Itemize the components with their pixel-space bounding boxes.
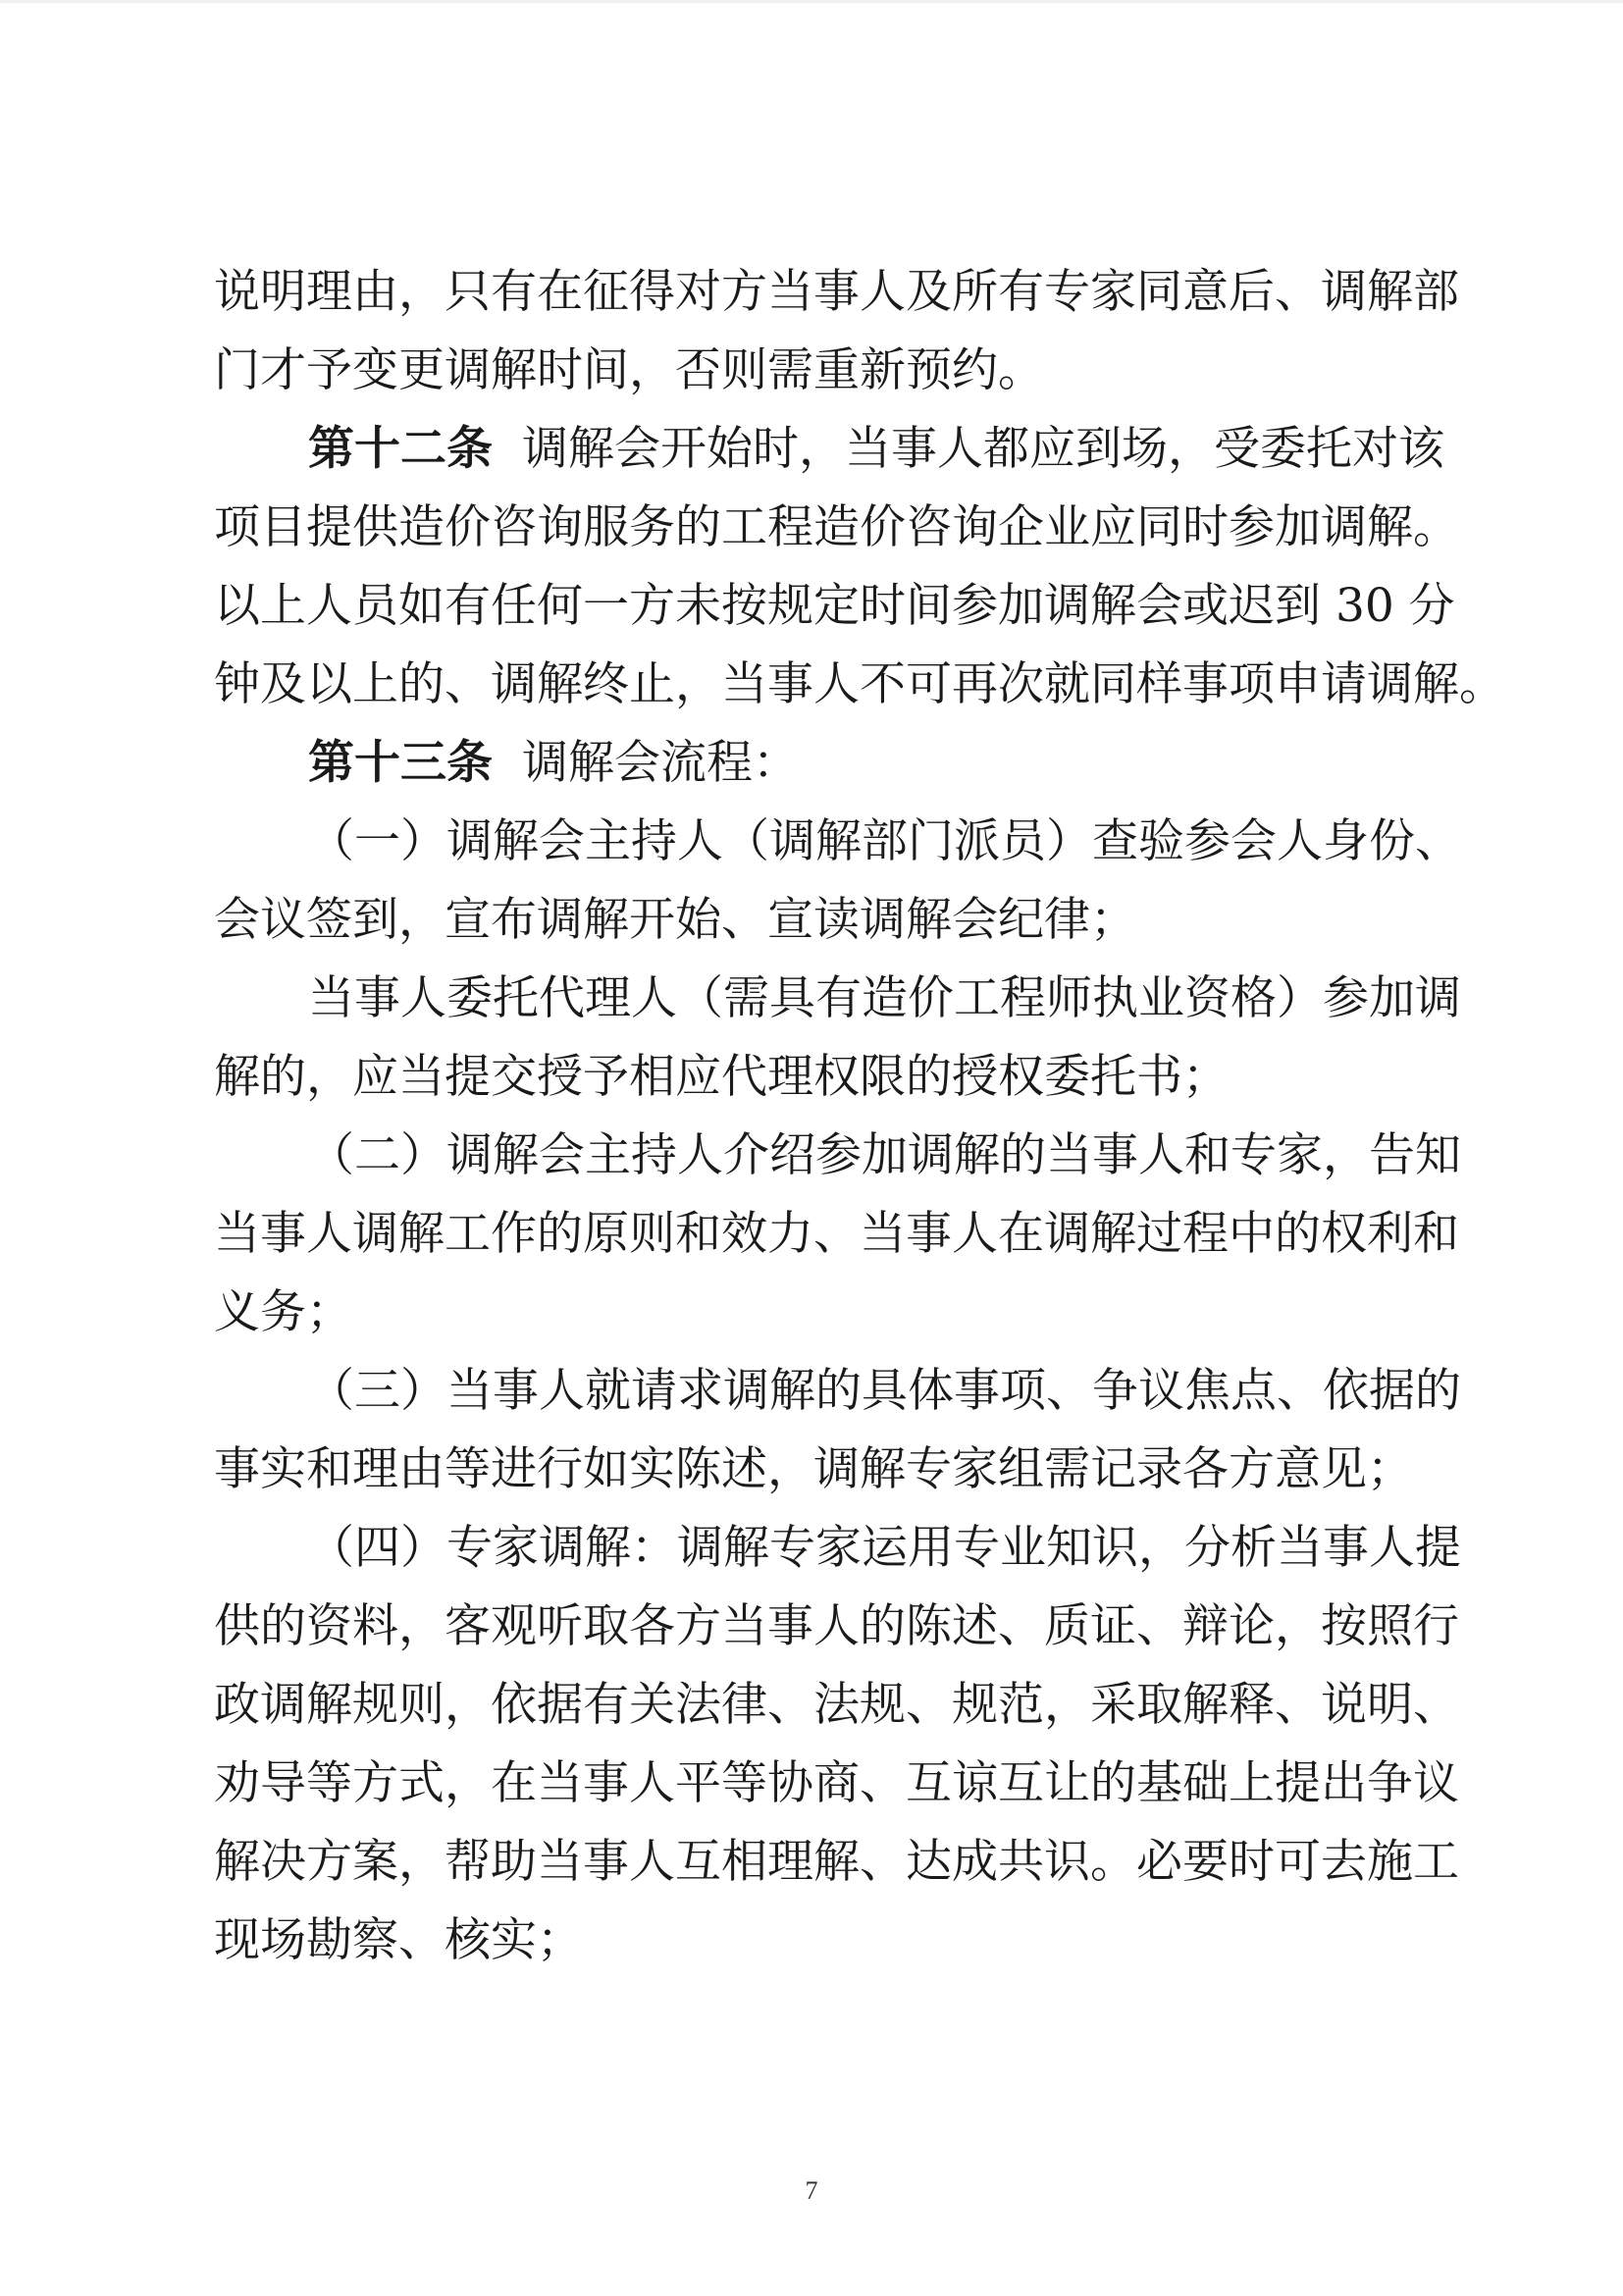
text-line: 会议签到，宣布调解开始、宣读调解会纪律； [214,893,1136,947]
article-number: 第十二条 [308,422,493,476]
article-13-first-line [308,724,799,803]
text-line: 说明理由，只有在征得对方当事人及所有专家同意后、调解部 [214,265,1459,319]
text-line: （一）调解会主持人（调解部门派员）查验参会人身份、 [308,814,1461,868]
text-line: 钟及以上的、调解终止，当事人不可再次就同样事项申请调解。 [214,657,1505,711]
page-number: 7 [805,2176,818,2205]
text-line: 解决方案，帮助当事人互相理解、达成共识。必要时可去施工 [214,1835,1459,1889]
text-line: 项目提供造价咨询服务的工程造价咨询企业应同时参加调解。 [214,500,1459,554]
scan-edge [0,0,1623,3]
article-12-first-line [308,410,1444,489]
text-line: 以上人员如有任何一方未按规定时间参加调解会或迟到 30 分 [214,579,1455,633]
text-line: 政调解规则，依据有关法律、法规、规范，采取解释、说明、 [214,1678,1459,1732]
text-line: 供的资料，客观听取各方当事人的陈述、质证、辩论，按照行 [214,1599,1459,1653]
text-line: 调解会流程： [522,736,799,790]
text-line: 当事人委托代理人（需具有造价工程师执业资格）参加调 [308,971,1461,1025]
text-line: 义务； [214,1285,352,1339]
text-line: 事实和理由等进行如实陈述，调解专家组需记录各方意见； [214,1442,1413,1496]
text-line: （二）调解会主持人介绍参加调解的当事人和专家，告知 [308,1128,1461,1182]
article-number: 第十三条 [308,736,493,790]
text-line: （三）当事人就请求调解的具体事项、争议焦点、依据的 [308,1364,1461,1418]
text-line: 调解会开始时，当事人都应到场，受委托对该 [522,422,1444,476]
text-line: 当事人调解工作的原则和效力、当事人在调解过程中的权利和 [214,1207,1459,1261]
text-line: 劝导等方式，在当事人平等协商、互谅互让的基础上提出争议 [214,1756,1459,1810]
text-line: （四）专家调解：调解专家运用专业知识，分析当事人提 [308,1521,1461,1575]
text-line: 门才予变更调解时间，否则需重新预约。 [214,343,1044,397]
text-line: 解的，应当提交授予相应代理权限的授权委托书； [214,1050,1229,1104]
text-line: 现场勘察、核实； [214,1913,583,1967]
